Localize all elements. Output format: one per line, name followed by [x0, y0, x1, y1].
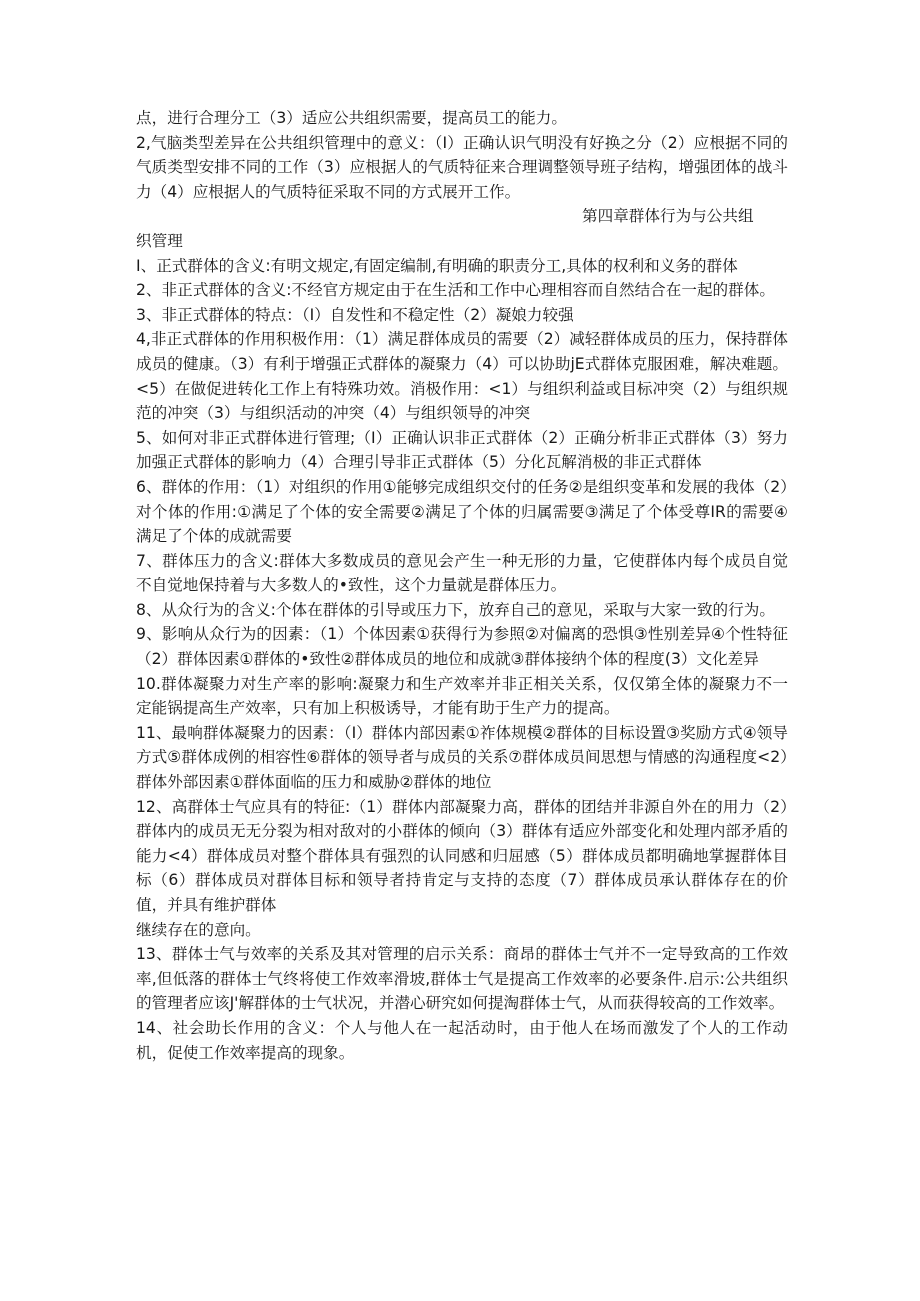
item-3: 3、非正式群体的特点：（I）自发性和不稳定性（2）凝娘力较强	[136, 305, 574, 324]
item-9: 9、影响从众行为的因素：（1）个体因素①获得行为参照②对偏离的恐惧③性别差异④个性特征（2）群体因素①群体的•致性②群体成员的地位和成就③群体接纳个体的程度(3）文化差异	[136, 625, 788, 669]
item-7: 7、群体压力的含义:群体大多数成员的意见会产生一种无形的力量，它使群体内每个成员自觉不自觉地保持着与大多数人的•致性，这个力量就是群体压力。	[136, 551, 788, 595]
item-2: 2、非正式群体的含义:不经官方规定由于在生活和工作中心理相容而自然结合在一起的群体。	[136, 281, 775, 300]
item-5: 5、如何对非正式群体进行管理;（I）正确认识非正式群体（2）正确分析非正式群体（3）努力加强正式群体的影响力（4）合理引导非正式群体（5）分化瓦解消极的非正式群体	[136, 428, 788, 472]
item-1: I、正式群体的含义:有明文规定,有固定编制,有明确的职责分工,具体的权利和义务的群体	[136, 256, 738, 275]
chapter-heading: 第四章群体行为与公共组	[582, 207, 754, 226]
paragraph-intro-2: 2,气脑类型差异在公共组织管理中的意义：（I）正确认识气明没有好换之分（2）应根据不同的气质类型安排不同的工作（3）应根据人的气质特征来合理调整领导班子结构，增强团体的战斗力（4）应根据人的气质特征采取不同的方式展开工作。	[136, 133, 788, 201]
chapter-heading-continuation: 织管理	[136, 231, 183, 250]
paragraph-intro-1: 点，进行合理分工（3）适应公共组织需要，提高员工的能力。	[136, 109, 567, 127]
item-12: 12、高群体士气应具有的特征:（1）群体内部凝聚力高，群体的团结并非源自外在的用力（2）群体内的成员无无分裂为相对敌对的小群体的倾向（3）群体有适应外部变化和处理内部矛盾的能力<4）群体成员对整个群体具有强烈的认同感和归屈感（5）群体成员都明确地掌握群体目标（6）群体成员对群体目标和领导者持肯定与支持的态度（7）群体成员承认群体存在的价值，并具有维护群体	[136, 797, 788, 914]
item-4: 4,非正式群体的作用积极作用：（1）满足群体成员的需要（2）减轻群体成员的压力，保持群体成员的健康。（3）有利于增强正式群体的凝聚力（4）可以协助jE式群体克服困难，解决难题。<5）在做促进转化工作上有特殊功效。消极作用：<1）与组织利益或目标冲突（2）与组织规范的冲突（3）与组织活动的冲突（4）与组织领导的冲突	[136, 330, 788, 423]
document-page	[136, 106, 788, 1065]
item-12-continuation: 继续存在的意向。	[136, 920, 261, 939]
item-11: 11、最响群体凝聚力的因素：（I）群体内部因素①祚体规模②群体的目标设置③奖励方式④领导方式⑤群体成例的相容性⑥群体的领导者与成员的关系⑦群体成员间思想与情感的沟通程度<2）群体外部因素①群体面临的压力和威胁②群体的地位	[136, 723, 788, 792]
item-13: 13、群体士气与效率的关系及其对管理的启示关系：商昂的群体士气并不一定导致高的工作效率,但低落的群体士气终将使工作效率滑坡,群体士气是提高工作效率的必要条件.启示:公共组织的管理者应该J'解群体的士气状况，并潜心研究如何提淘群体士气，从而获得较高的工作效率。	[136, 945, 788, 1013]
item-14: 14、社会助长作用的含义：个人与他人在一起活动时，由于他人在场而激发了个人的工作动机，促使工作效率提高的现象。	[136, 1018, 788, 1062]
item-8: 8、从众行为的含义:个体在群体的引导或压力下，放弃自己的意见，采取与大家一致的行为。	[136, 600, 775, 619]
item-10: 10.群体凝聚力对生产率的影响:凝聚力和生产效率并非正相关关系，仅仅第全体的凝聚力不一定能锅提高生产效率，只有加上积极诱导，才能有助于生产力的提高。	[136, 674, 788, 718]
item-6: 6、群体的作用：（1）对组织的作用①能够完成组织交付的任务②是组织变革和发展的我体（2）对个体的作用:①满足了个体的安全需要②满足了个体的归属需要③满足了个体受尊IR的需要④满足了个体的成就需要	[136, 477, 788, 546]
